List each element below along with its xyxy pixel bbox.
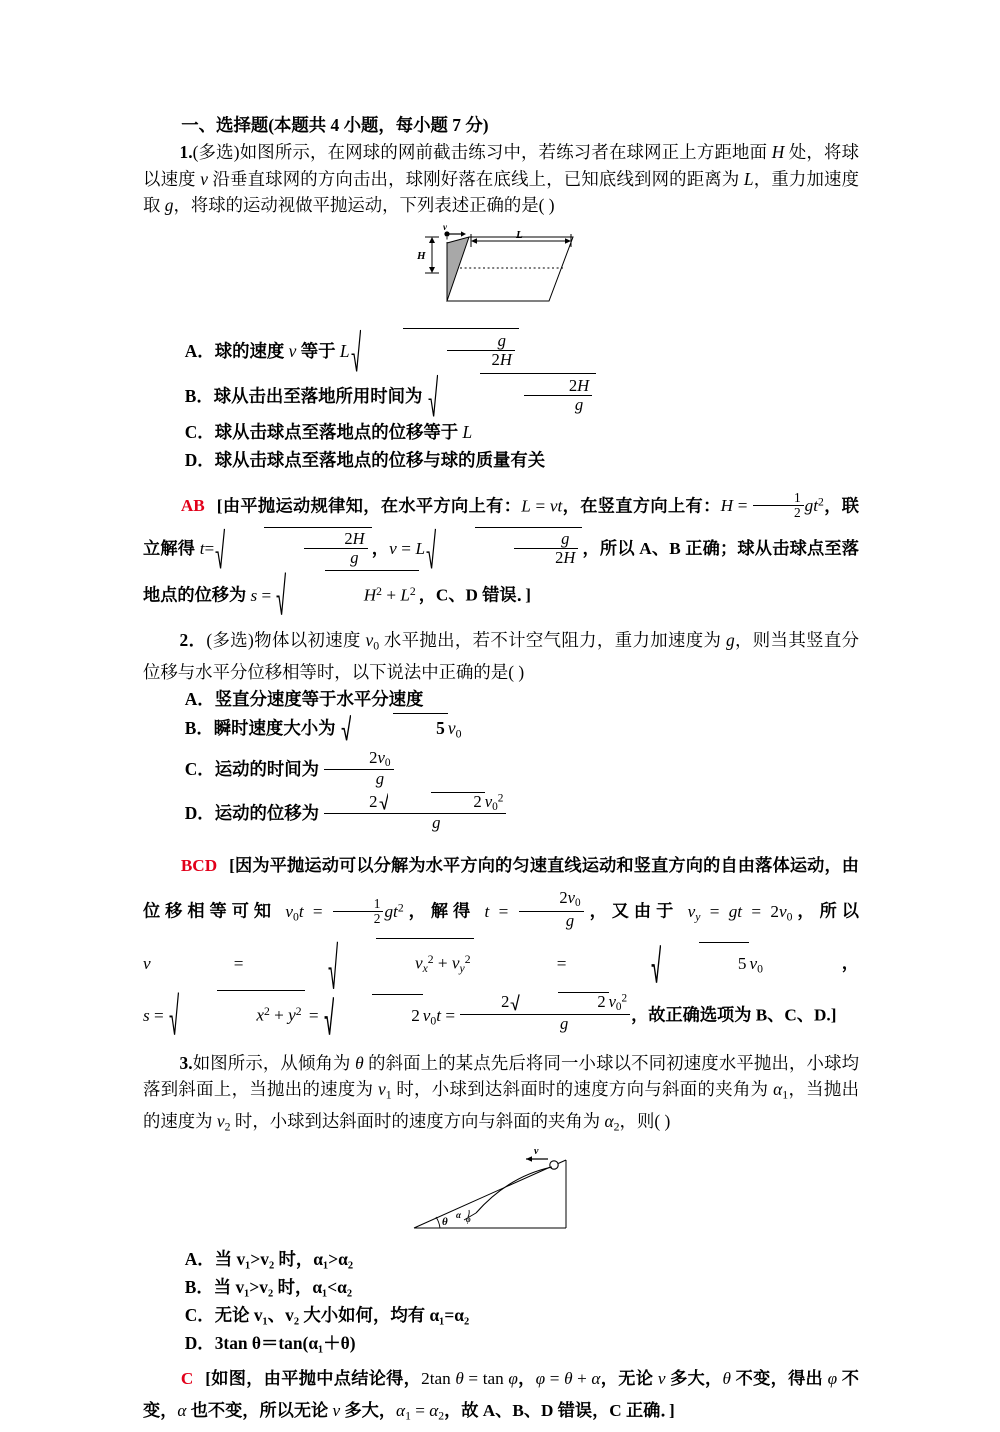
q3-option-c-text: 无论 v₁、v₂ 大小如何，均有 α₁=α₂ [214, 1305, 470, 1326]
incline-projectile-diagram [406, 1146, 596, 1236]
option-a-var: v [288, 340, 297, 361]
question-1-option-c [143, 418, 859, 446]
question-1-var-v: v [200, 168, 208, 189]
q2-option-a-key: A． [184, 689, 215, 710]
question-1-stem-part3: 沿垂直球网的方向击出，球刚好落在底线上，已知底线到网的距离为 [207, 168, 744, 189]
question-3-var-a1: $\alpha_1$ [773, 1079, 789, 1102]
option-a-text-after: 等于 [296, 340, 340, 361]
question-3-stem-part3: 时，小球到达斜面时的速度方向与斜面的夹角为 [391, 1079, 774, 1100]
question-3-option-a [143, 1245, 859, 1273]
question-3-stem-part1: 如图所示，从倾角为 [192, 1052, 356, 1073]
q1-expl-t6: ，C、D 错误． [418, 585, 526, 605]
question-1-number: 1. [179, 142, 193, 162]
question-3-number: 3. [179, 1052, 193, 1073]
question-2-tag: (多选) [206, 629, 254, 650]
question-2-stem [143, 627, 859, 685]
question-1-stem [143, 139, 859, 219]
q3-option-a-text: 当 v₁>v₂ 时，α₁>α₂ [214, 1249, 354, 1270]
q2-option-d-text-before: 运动的位移为 [214, 803, 324, 824]
q1-expl-f2: H = $\frac{1}{2}$ $gt^2$ [720, 489, 824, 521]
section-heading-title: 一、选择题 [181, 115, 269, 135]
q3-expl-f3: v [657, 1369, 666, 1389]
q3-expl-f5: φ [827, 1369, 838, 1389]
option-d-key: D． [184, 449, 215, 470]
svg-text:v: v [443, 224, 447, 232]
option-c-key: C． [184, 421, 215, 442]
option-a-key: A． [184, 340, 215, 361]
q2-option-b-text-before: 瞬时速度大小为 [213, 718, 340, 739]
question-2-var-v0: $v_0$ [365, 629, 380, 653]
q2-expl-t1: 因为平抛运动可以分解为水平方向的匀速直线运动和竖直方向的自由落体运动，由位移相等可知 [143, 856, 859, 921]
question-3-stem-part4: ，当抛出的速度为 [143, 1079, 859, 1132]
q2-expl-f3: $v_y$ = gt = $2v_0$ [687, 901, 793, 924]
question-3-option-c [143, 1301, 859, 1329]
q3-expl-f6: α [177, 1401, 187, 1421]
q2-expl-f4: v = $v_x^2 + v_y^2$ = 5 $v_0$ [143, 954, 763, 973]
option-c-var: L [462, 421, 473, 442]
q2-expl-t5: ， [762, 953, 859, 973]
question-3-stem-part5: 时，小球到达斜面时的速度方向与斜面的夹角为 [230, 1111, 605, 1132]
q2-option-d-key: D． [184, 803, 215, 824]
q3-expl-f1: 2tan θ = tan φ [421, 1369, 518, 1389]
q3-expl-t2: ， [517, 1369, 536, 1389]
q2-option-b-formula: 5 $v_0$ [340, 718, 462, 738]
question-3-option-b [143, 1273, 859, 1301]
q1-expl-t2: ，在竖直方向上有： [562, 496, 721, 516]
q3-option-b-key: B． [184, 1277, 214, 1298]
question-1-var-L: L [743, 168, 754, 189]
q3-expl-close: ] [668, 1401, 675, 1421]
q2-option-c-formula: $\frac{2v_0}{g}$ [323, 759, 394, 779]
option-c-text-before: 球从击球点至落地点的位移等于 [214, 421, 463, 442]
svg-text:φ: φ [466, 1215, 471, 1225]
question-2-option-b [143, 713, 859, 747]
q3-expl-t1: 如图，由平抛中点结论得， [210, 1369, 422, 1389]
q1-expl-t3: ，联立解得 [143, 496, 859, 559]
section-heading [143, 112, 859, 139]
svg-text:L: L [516, 228, 523, 241]
option-a-text-before: 球的速度 [214, 340, 289, 361]
question-3-stem-part2: 的斜面上的某点先后将同一小球以不同初速度水平抛出，小球均落到斜面上，当抛出的速度为 [143, 1052, 859, 1100]
q2-option-d-formula: 2 2 $v_0^2$ g [323, 803, 507, 823]
q1-expl-open: [ [216, 496, 223, 516]
question-2-option-d [143, 791, 859, 835]
option-a-formula: L $\frac{g}{2H}$ [340, 341, 519, 361]
question-2-option-a [143, 685, 859, 713]
q2-expl-f2: t = $\frac{2v_0}{g}$ [485, 902, 585, 921]
tennis-court-diagram [413, 225, 589, 319]
q3-expl-t4: 多大， [665, 1369, 723, 1389]
question-1-stem-part1: 如图所示，在网球的网前截击练习中，若练习者在球网正上方距地面 [239, 142, 772, 162]
question-3-stem-part6: ，则( ) [619, 1111, 671, 1132]
question-3-answer: C [180, 1369, 194, 1389]
question-1-var-g: g [164, 195, 174, 215]
q3-option-a-key: A． [184, 1249, 215, 1270]
question-2-number: 2． [179, 629, 207, 650]
svg-text:v: v [534, 1146, 539, 1158]
q3-expl-t7: 也不变，所以无论 [186, 1401, 333, 1421]
q3-expl-open: [ [205, 1369, 211, 1389]
q2-expl-f5: s = $x^2 + y^2$ = 2 $v_0t$ = 2 2 $v_0^2$ g [143, 1006, 631, 1025]
q1-expl-f1: L = vt [521, 496, 563, 516]
q3-option-d-key: D． [184, 1333, 215, 1354]
q2-expl-t3: ，又由于 [584, 901, 688, 921]
question-2-answer: BCD [180, 856, 218, 876]
svg-text:H: H [417, 249, 426, 262]
q3-option-c-key: C． [184, 1305, 215, 1326]
q2-expl-t2: ，解得 [403, 901, 485, 921]
q3-expl-f7: v [332, 1401, 341, 1421]
question-3-figure [143, 1146, 859, 1241]
question-3-option-d [143, 1329, 859, 1357]
q3-expl-t3: ，无论 [600, 1369, 658, 1389]
question-2-stem-part2: 水平抛出，若不计空气阻力，重力加速度为 [379, 629, 726, 650]
svg-text:α: α [456, 1210, 461, 1221]
q3-expl-t5: 不变，得出 [731, 1369, 828, 1389]
q1-expl-t1: 由平抛运动规律知，在水平方向上有： [222, 496, 522, 516]
question-1-answer: AB [180, 496, 205, 516]
question-1-var-H: H [771, 142, 785, 162]
q3-expl-f2: φ = θ + α [535, 1369, 601, 1389]
question-3-var-theta: θ [355, 1052, 364, 1073]
section-heading-detail: (本题共 4 小题，每小题 7 分) [268, 115, 489, 135]
question-1-option-b [143, 373, 859, 418]
q2-expl-f1: $v_0t$ = $\frac{1}{2}$ $gt^2$ [285, 895, 404, 926]
q2-expl-t6: ，故正确选项为 B、C、D. [631, 1005, 831, 1025]
q2-expl-close: ] [830, 1005, 837, 1025]
q3-expl-f4: θ [722, 1369, 731, 1389]
question-2-option-c [143, 747, 859, 791]
question-2-var-g: g [725, 629, 735, 650]
option-d-text-before: 球从击球点至落地点的位移与球的质量有关 [214, 449, 546, 470]
question-3-stem [143, 1050, 859, 1140]
question-3-var-a2: $\alpha_2$ [604, 1111, 620, 1134]
q3-expl-t6: 不变， [143, 1369, 859, 1421]
question-2-stem-part3: ，则当其竖直分位移与水平分位移相等时，以下说法中正确的是( ) [143, 629, 859, 682]
q1-expl-f5: s = $H^2 + L^2$ [250, 586, 418, 605]
question-3-var-v2: $v_2$ [216, 1111, 231, 1134]
question-1-tag: (多选) [192, 142, 240, 162]
question-3-var-v1: $v_1$ [378, 1079, 392, 1102]
q3-option-d-text: 3tan θ＝tan(α₁＋θ) [214, 1333, 356, 1354]
q2-expl-open: [ [229, 856, 235, 876]
question-2-stem-part1: 物体以初速度 [253, 629, 366, 650]
question-1-stem-part4: ，重力加速度取 [143, 168, 859, 215]
question-1-option-d [143, 446, 859, 474]
q3-expl-t8: 多大， [340, 1401, 397, 1421]
q1-expl-close: ] [525, 585, 531, 605]
option-b-formula: $\frac{2H}{g}$ [427, 386, 596, 406]
q3-expl-t9: ，故 A、B、D 错误，C 正确． [444, 1401, 669, 1421]
question-3-explanation [143, 1363, 859, 1432]
q2-option-b-key: B． [184, 718, 214, 739]
q3-expl-f8: $\alpha_1 = \alpha_2$ [396, 1401, 445, 1423]
question-1-figure [143, 225, 859, 324]
q1-expl-t4: ， [371, 539, 390, 559]
page-content [143, 112, 859, 1432]
q2-expl-t4: ，所以 [792, 901, 859, 921]
option-b-key: B． [184, 385, 214, 406]
q1-expl-t5: ，所以 A、B 正确；球从击球点至落地点的位移为 [143, 539, 859, 605]
q2-option-c-key: C． [184, 759, 215, 780]
q3-option-b-text: 当 v₁>v₂ 时，α₁<α₂ [213, 1277, 353, 1298]
option-b-text-before: 球从击出至落地所用时间为 [213, 385, 427, 406]
q2-option-c-text-before: 运动的时间为 [214, 759, 324, 780]
q2-option-a-text: 竖直分速度等于水平分速度 [214, 689, 424, 710]
question-2-explanation [143, 845, 859, 1042]
q1-expl-f3: t= $\frac{2H}{g}$ [200, 539, 372, 558]
question-1-stem-part5: ，将球的运动视做平抛运动，下列表述正确的是( ) [173, 195, 555, 215]
question-1-explanation [143, 482, 859, 617]
q1-expl-f4: v = L $\frac{g}{2H}$ [389, 539, 582, 558]
question-1-stem-part2: 处，将球以速度 [143, 142, 859, 189]
question-1-option-a [143, 328, 859, 373]
svg-text:θ: θ [442, 1216, 448, 1229]
